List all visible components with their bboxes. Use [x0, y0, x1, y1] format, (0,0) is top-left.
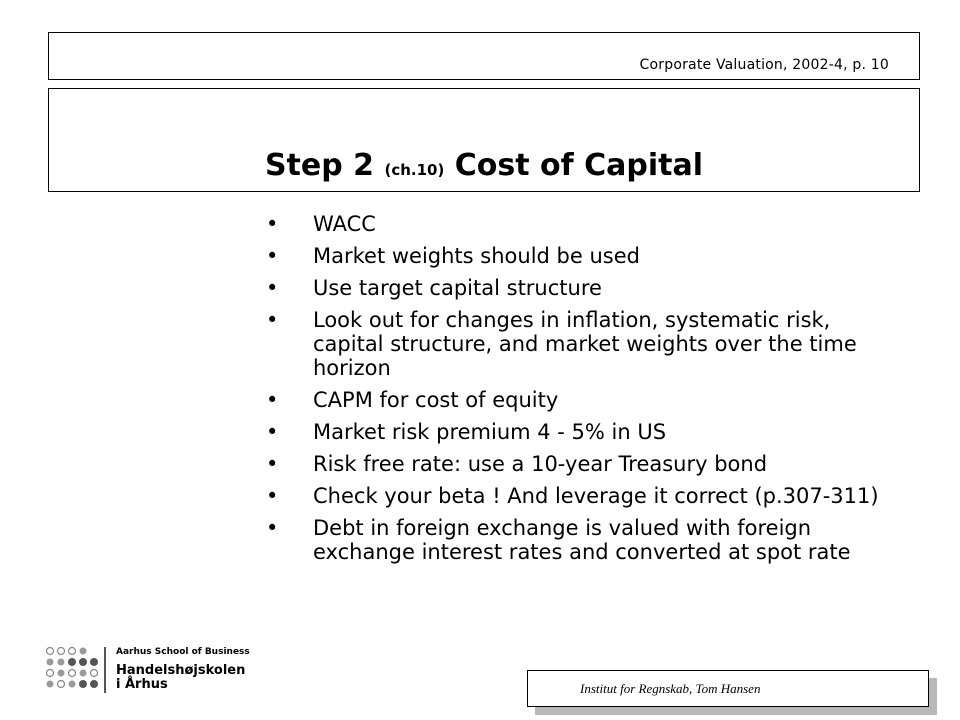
bullet-item	[258, 516, 898, 564]
bullet-icon: •	[266, 388, 279, 412]
logo-danish-name: Handelshøjskolen	[116, 663, 246, 678]
logo-danish-city: i Århus	[116, 677, 168, 692]
footer-credit: Institut for Regnskab, Tom Hansen	[580, 681, 761, 696]
bullet-item	[258, 452, 898, 476]
bullet-text: WACC	[313, 212, 376, 236]
logo-divider	[104, 647, 106, 693]
bullet-icon: •	[266, 276, 279, 300]
bullet-list	[258, 212, 898, 572]
bullet-icon: •	[266, 244, 279, 268]
bullet-text: CAPM for cost of equity	[313, 388, 559, 412]
bullet-icon: •	[266, 308, 279, 332]
bullet-icon: •	[266, 516, 279, 540]
bullet-text: Check your beta ! And leverage it correct (p.307-311)	[313, 484, 879, 508]
logo-english-name: Aarhus School of Business	[116, 647, 250, 657]
bullet-icon: •	[266, 484, 279, 508]
title-main-right: Cost of Capital	[444, 148, 704, 183]
bullet-icon: •	[266, 452, 279, 476]
bullet-text: Market risk premium 4 - 5% in US	[313, 420, 667, 444]
bullet-item	[258, 308, 898, 380]
school-logo	[44, 645, 250, 695]
bullet-text: Market weights should be used	[313, 244, 640, 268]
title-chapter: (ch.10)	[384, 161, 445, 179]
bullet-icon: •	[266, 420, 279, 444]
bullet-text: Look out for changes in inflation, systematic risk, capital structure, and market weights over the time horizon	[313, 308, 857, 380]
bullet-item	[258, 244, 898, 268]
course-reference: Corporate Valuation, 2002-4, p. 10	[639, 57, 889, 73]
bullet-item	[258, 484, 898, 508]
logo-dot-grid-icon	[44, 645, 100, 695]
bullet-item	[258, 212, 898, 236]
bullet-item	[258, 388, 898, 412]
bullet-text: Risk free rate: use a 10-year Treasury bond	[313, 452, 768, 476]
bullet-text: Debt in foreign exchange is valued with foreign exchange interest rates and converted at spot rate	[313, 516, 851, 564]
bullet-item	[258, 420, 898, 444]
title-box	[48, 88, 920, 192]
slide-title	[49, 148, 919, 183]
bullet-text: Use target capital structure	[313, 276, 602, 300]
footer-box	[527, 670, 929, 707]
title-main-left: Step 2	[264, 148, 385, 183]
header-bar	[48, 32, 920, 80]
bullet-item	[258, 276, 898, 300]
bullet-icon: •	[266, 212, 279, 236]
